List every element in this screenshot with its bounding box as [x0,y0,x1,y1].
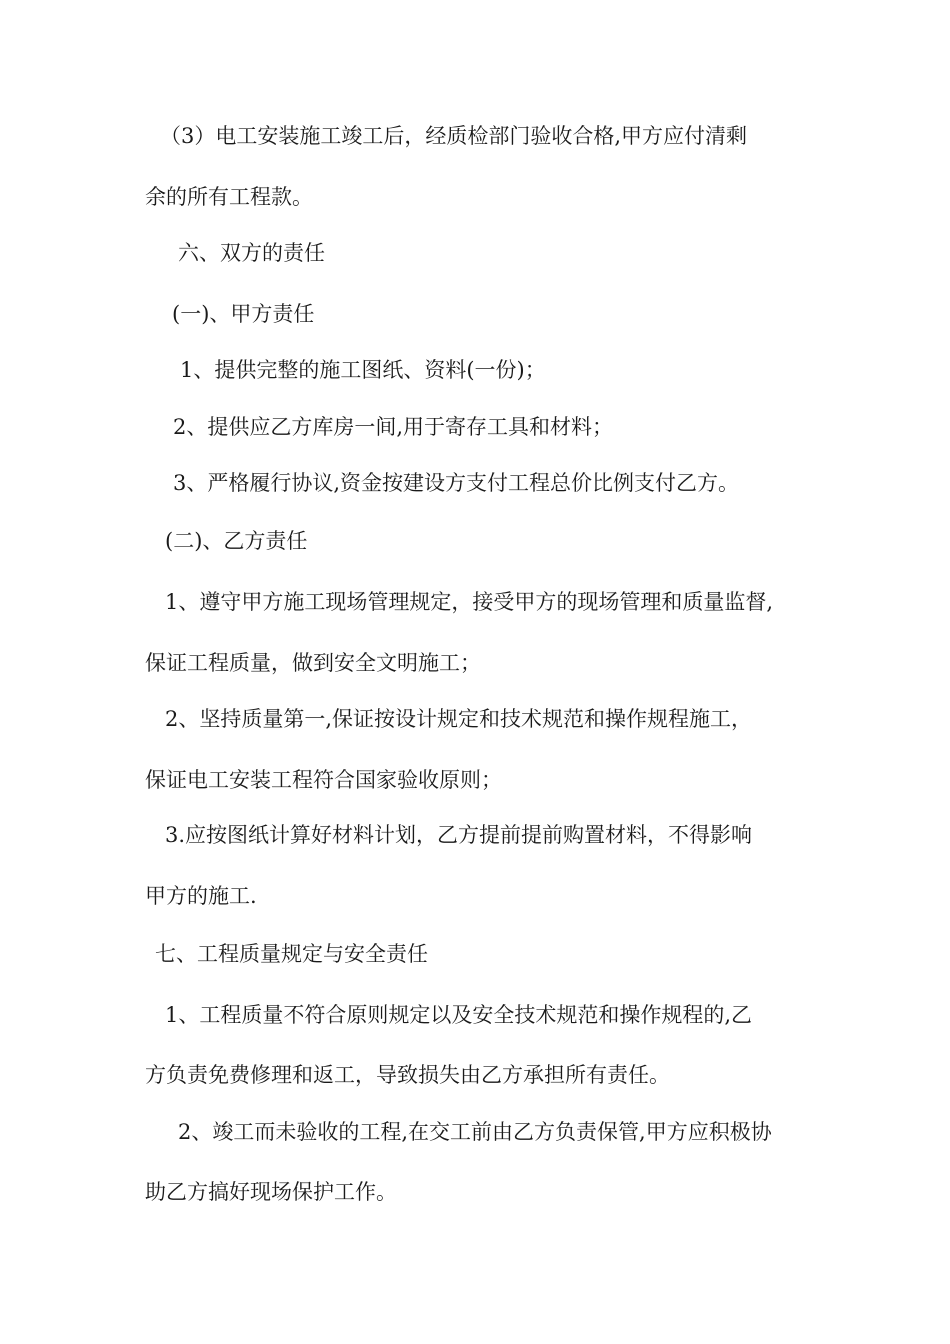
section-heading-quality-safety: 七、工程质量规定与安全责任 [155,942,428,966]
party-b-item-2-continued: 保证电工安装工程符合国家验收原则； [145,768,502,792]
paragraph-3-continued: 余的所有工程款。 [145,185,313,209]
party-a-item-2: 2、提供应乙方库房一间,用于寄存工具和材料； [173,415,614,439]
party-a-item-1: 1、提供完整的施工图纸、资料(一份)； [180,358,546,382]
party-b-item-3-continued: 甲方的施工. [145,884,257,908]
party-b-item-1-continued: 保证工程质量，做到安全文明施工； [145,651,481,675]
party-b-item-3: 3.应按图纸计算好材料计划，乙方提前提前购置材料，不得影响 [165,823,753,847]
party-b-item-1: 1、遵守甲方施工现场管理规定，接受甲方的现场管理和质量监督, [165,590,774,614]
party-b-item-2: 2、坚持质量第一,保证按设计规定和技术规范和操作规程施工， [165,707,753,731]
subsection-heading-party-a: (一)、甲方责任 [172,302,315,326]
quality-item-2-continued: 助乙方搞好现场保护工作。 [145,1180,397,1204]
section-heading-responsibilities: 六、双方的责任 [178,241,325,265]
quality-item-2: 2、竣工而未验收的工程,在交工前由乙方负责保管,甲方应积极协 [178,1120,772,1144]
quality-item-1-continued: 方负责免费修理和返工，导致损失由乙方承担所有责任。 [145,1063,670,1087]
party-a-item-3: 3、严格履行协议,资金按建设方支付工程总价比例支付乙方。 [173,471,740,495]
subsection-heading-party-b: (二)、乙方责任 [165,529,308,553]
paragraph-3-completion-payment: （3）电工安装施工竣工后，经质检部门验收合格,甲方应付清剩 [160,124,748,148]
quality-item-1: 1、工程质量不符合原则规定以及安全技术规范和操作规程的,乙 [165,1003,753,1027]
